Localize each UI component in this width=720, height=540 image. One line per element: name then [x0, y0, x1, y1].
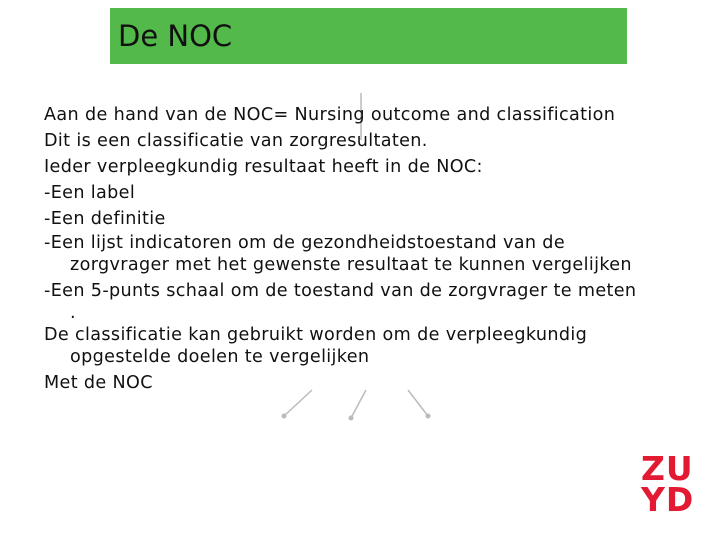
text-line: -Een label — [44, 183, 136, 203]
connector-dot-middle — [349, 416, 353, 420]
text-line: -Een definitie — [44, 209, 166, 229]
text-line: De classificatie kan gebruikt worden om de verpleegkundig — [44, 325, 588, 345]
connector-dot-left — [282, 414, 286, 418]
connector-dot-right — [426, 414, 430, 418]
slide-title: De NOC — [118, 19, 233, 53]
text-line: Ieder verpleegkundig resultaat heeft in de NOC: — [44, 157, 483, 177]
text-paragraph — [44, 280, 714, 324]
text-paragraph — [44, 232, 714, 276]
text-line-continuation: zorgvrager met het gewenste resultaat te kunnen vergelijken — [70, 255, 632, 275]
text-line: Aan de hand van de NOC= Nursing outcome and classification — [44, 105, 616, 125]
text-paragraph — [44, 324, 714, 368]
text-line-continuation: . — [70, 303, 76, 323]
text-line-continuation: opgestelde doelen te vergelijken — [70, 347, 370, 367]
logo-line: ZU — [641, 449, 694, 488]
text-line: Dit is een classificatie van zorgresultaten. — [44, 131, 428, 151]
logo-line: YD — [641, 480, 695, 519]
slide-body — [44, 102, 714, 396]
title-bar — [110, 8, 627, 64]
text-line: -Een lijst indicatoren om de gezondheidstoestand van de — [44, 233, 565, 253]
zuyd-logo — [641, 449, 696, 519]
text-line: Met de NOC — [44, 373, 153, 393]
text-line: -Een 5-punts schaal om de toestand van de zorgvrager te meten — [44, 281, 637, 301]
